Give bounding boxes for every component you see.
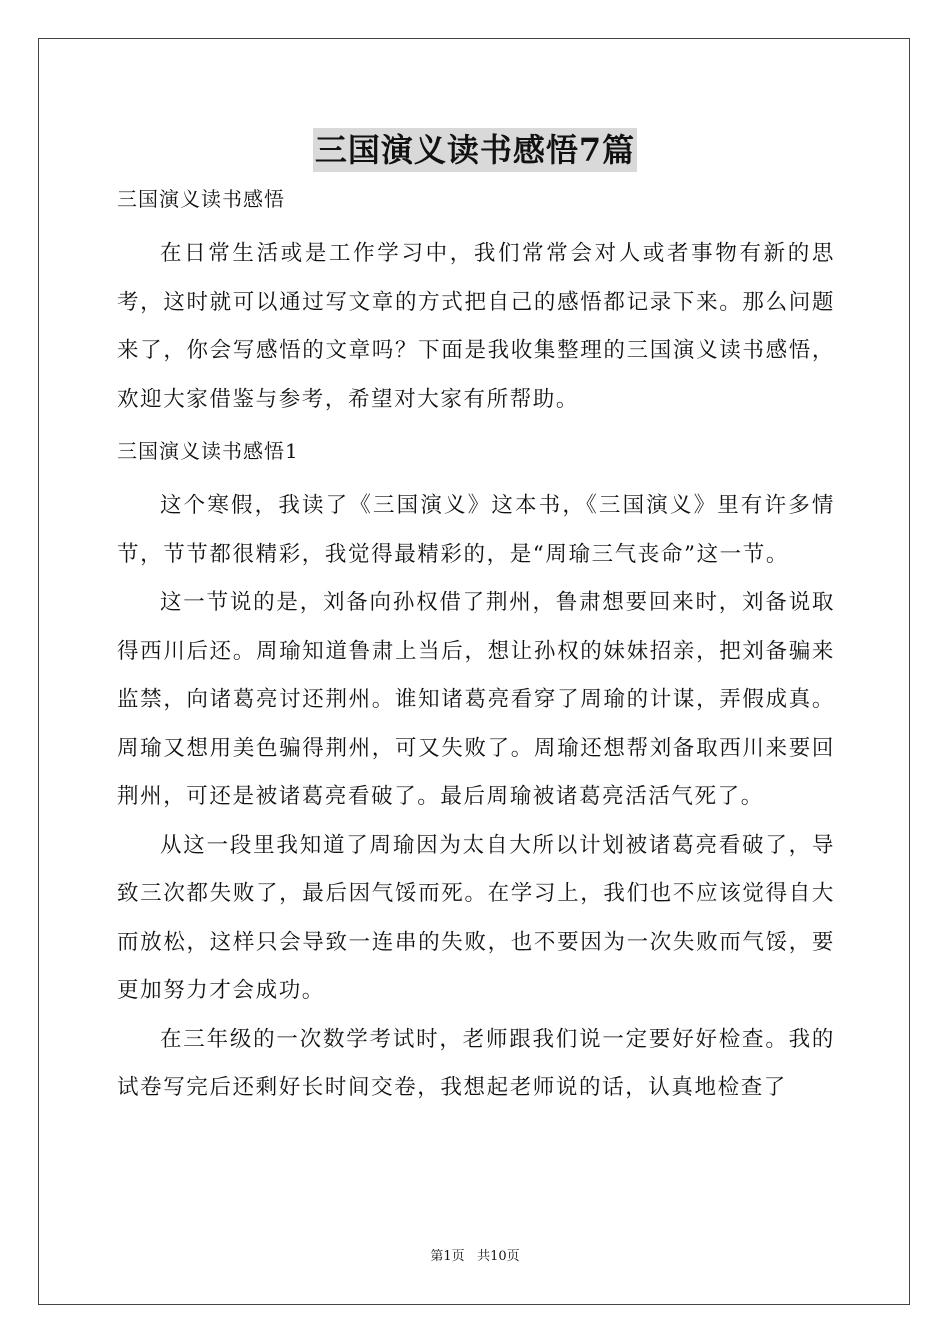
page-number: 第1页 — [430, 1249, 465, 1264]
section-heading: 三国演义读书感悟 — [117, 187, 285, 211]
page-footer — [0, 1248, 950, 1266]
essay1-paragraph-2: 这一节说的是，刘备向孙权借了荆州，鲁肃想要回来时，刘备说取得西川后还。周瑜知道鲁肃上当后，想让孙权的妹妹招亲，把刘备骗来监禁，向诸葛亮讨还荆州。谁知诸葛亮看穿了周瑜的计谋，弄假成真。周瑜又想用美色骗得荆州，可又失败了。周瑜还想帮刘备取西川来要回荆州，可还是被诸葛亮看破了。最后周瑜被诸葛亮活活气死了。 — [117, 590, 835, 809]
intro-paragraph: 在日常生活或是工作学习中，我们常常会对人或者事物有新的思考，这时就可以通过写文章的方式把自己的感悟都记录下来。那么问题来了，你会写感悟的文章吗？下面是我收集整理的三国演义读书感悟，欢迎大家借鉴与参考，希望对大家有所帮助。 — [117, 241, 835, 412]
document-body — [117, 180, 835, 1113]
document-title: 三国演义读书感悟7篇 — [313, 128, 637, 172]
page-total: 共10页 — [477, 1249, 520, 1264]
essay1-paragraph-4: 在三年级的一次数学考试时，老师跟我们说一定要好好检查。我的试卷写完后还剩好长时间交卷，我想起老师说的话，认真地检查了 — [117, 1026, 835, 1100]
title-container — [0, 128, 950, 172]
essay1-paragraph-3: 从这一段里我知道了周瑜因为太自大所以计划被诸葛亮看破了，导致三次都失败了，最后因气馁而死。在学习上，我们也不应该觉得自大而放松，这样只会导致一连串的失败，也不要因为一次失败而气馁，要更加努力才会成功。 — [117, 832, 835, 1003]
essay1-heading: 三国演义读书感悟1 — [117, 439, 299, 463]
essay1-paragraph-1: 这个寒假，我读了《三国演义》这本书，《三国演义》里有许多情节，节节都很精彩，我觉得最精彩的，是“周瑜三气丧命”这一节。 — [117, 493, 835, 567]
